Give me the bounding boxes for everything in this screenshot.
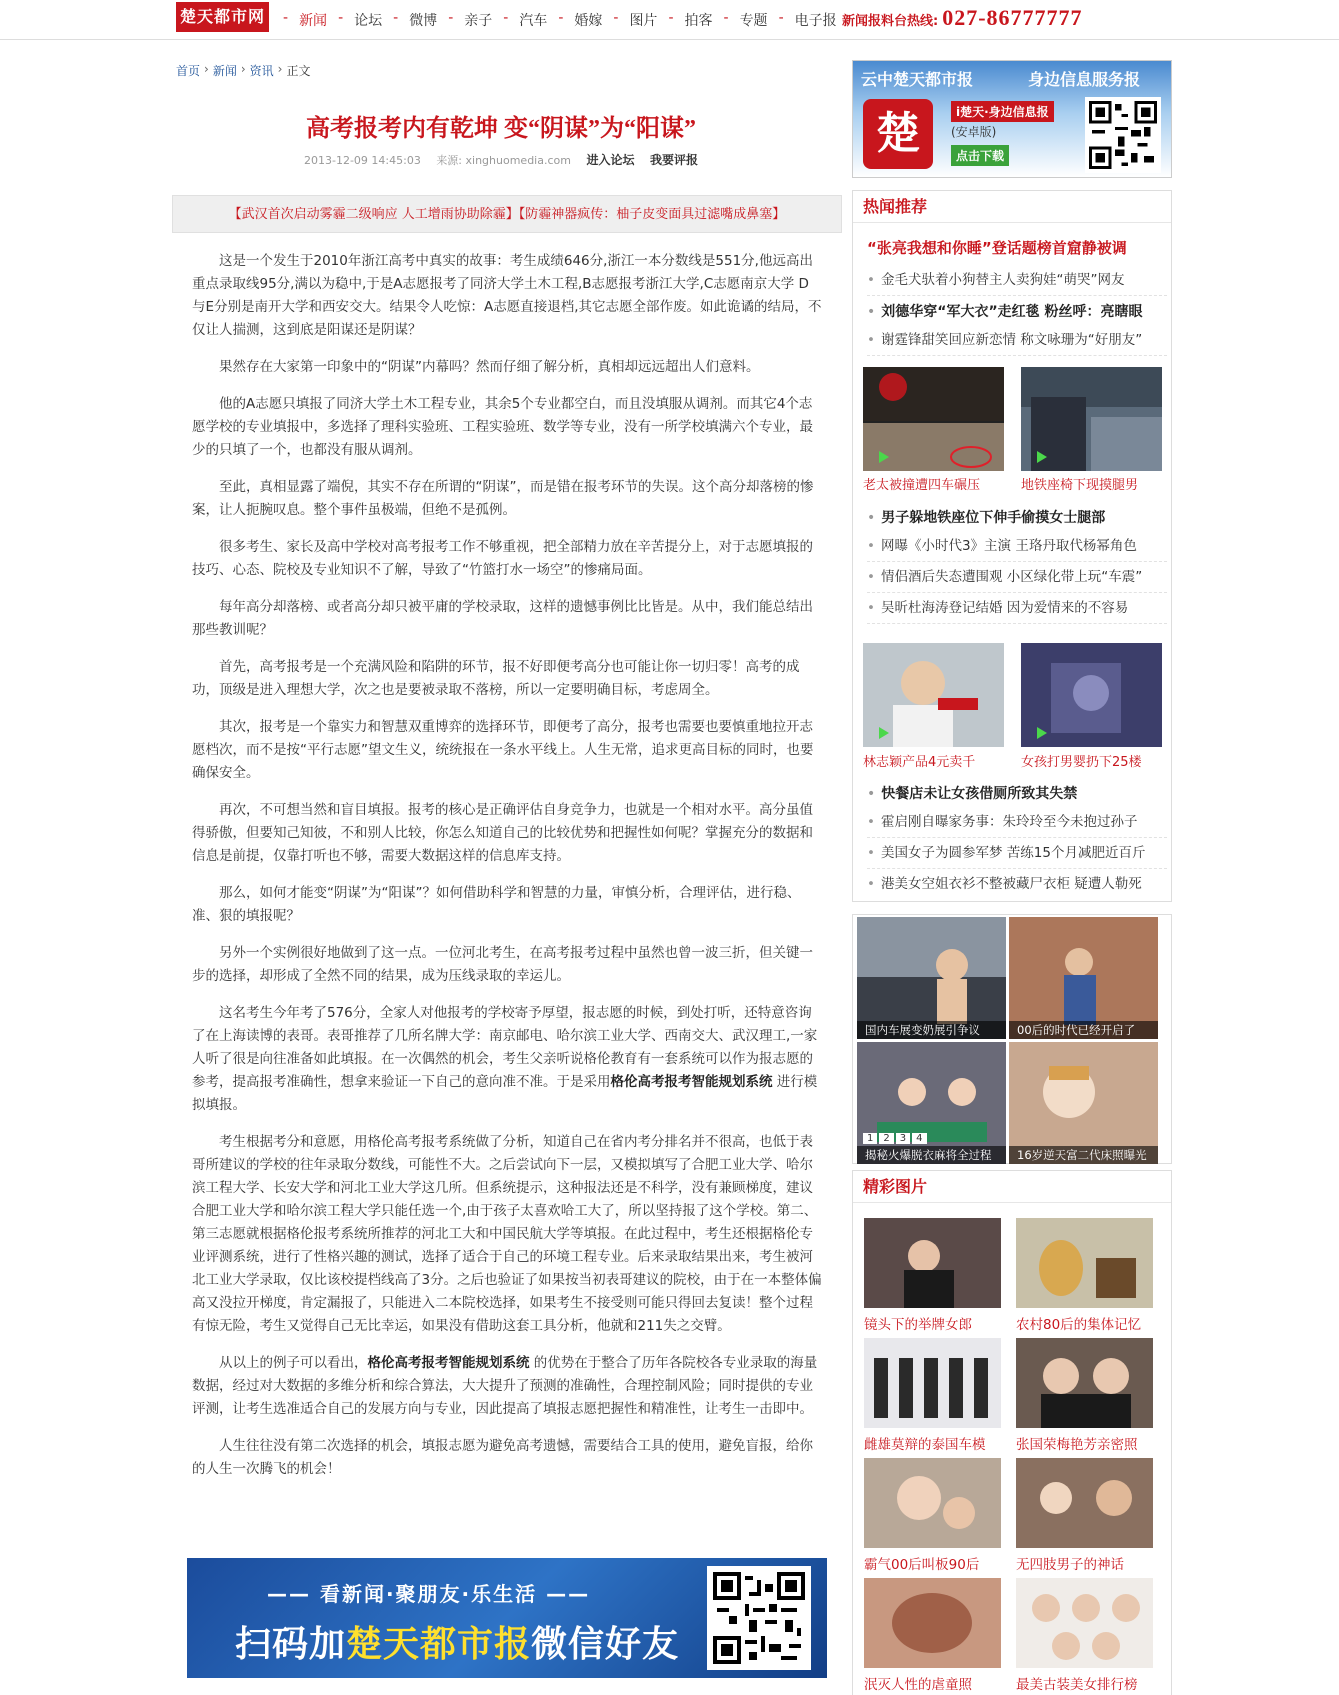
- video-thumb[interactable]: [1021, 643, 1162, 747]
- video-thumb[interactable]: [863, 367, 1004, 471]
- paragraph: 再次，不可想当然和盲目填报。报考的核心是正确评估自身竞争力，也就是一个相对水平。高分虽值得骄傲，但要知己知彼，不和别人比较，你怎么知道自己的比较优势和把握性如何呢？掌握充分的数据和信息是前提，仅靠打听也不够，需要大数据这样的信息库支持。: [192, 802, 813, 864]
- hotline-number: 027-86777777: [942, 5, 1083, 30]
- paragraph: 从以上的例子可以看出，格伦高考报考智能规划系统 的优势在于整合了历年各院校各专业录取的海量数据，经过对大数据的多维分析和综合算法，大大提升了预测的准确性，合理控制风险；同时提供的专业评测，让考生选准适合自己的发展方向与专业，因此提高了填报志愿把握性和精准性，让考生一击即中。: [192, 1355, 818, 1417]
- featured-photo[interactable]: [864, 1218, 1001, 1308]
- nav-item-epaper[interactable]: 电子报: [794, 13, 837, 29]
- hot-list: [867, 325, 1167, 356]
- wechat-banner-ad[interactable]: [187, 1558, 827, 1678]
- nav-item-wedding[interactable]: 婚嫁: [574, 13, 603, 29]
- play-icon: [1037, 727, 1047, 739]
- breadcrumb: [176, 62, 311, 79]
- nav-item-forum[interactable]: 论坛: [354, 13, 383, 29]
- video-caption[interactable]: 女孩打男婴扔下25楼: [1021, 755, 1142, 770]
- video-thumb[interactable]: [1021, 367, 1162, 471]
- grid-caption: 揭秘火爆脱衣麻将全过程: [857, 1146, 1006, 1164]
- photo-caption[interactable]: 泯灭人性的虐童照: [864, 1677, 972, 1693]
- product-name: 格伦高考报考智能规划系统: [367, 1355, 530, 1371]
- nav-item-weibo[interactable]: 微博: [409, 13, 438, 29]
- paragraph: 果然存在大家第一印象中的“阴谋”内幕吗？然而仔细了解分析，真相却远远超出人们意料。: [219, 359, 760, 375]
- paragraph: 至此，真相显露了端倪，其实不存在所谓的“阴谋”，而是错在报考环节的失误。这个高分却落榜的惨案，让人扼腕叹息。整个事件虽极端，但绝不是孤例。: [192, 479, 814, 518]
- paragraph: 那么，如何才能变“阴谋”为“阳谋”？如何借助科学和智慧的力量，审慎分析，合理评估，进行稳、准、狠的填报呢？: [192, 885, 801, 924]
- paragraph: 人生往往没有第二次选择的机会，填报志愿为避免高考遗憾，需要结合工具的使用，避免盲报，给你的人生一次腾飞的机会！: [192, 1438, 813, 1477]
- article-body: [192, 250, 822, 1495]
- grid-photo[interactable]: [857, 917, 1006, 1039]
- grid-caption: 国内车展变奶展引争议: [857, 1021, 1006, 1039]
- featured-photo[interactable]: [864, 1578, 1001, 1668]
- photo-caption[interactable]: 农村80后的集体记忆: [1016, 1317, 1142, 1333]
- video-caption[interactable]: 林志颖产品4元卖千: [863, 755, 976, 770]
- article-date: 2013-12-09 14:45:03: [303, 154, 421, 167]
- breadcrumb-info[interactable]: 资讯: [249, 64, 274, 78]
- nav-item-photos[interactable]: 图片: [629, 13, 658, 29]
- chevron-right-icon: ›: [204, 62, 209, 76]
- list-item[interactable]: • 霍启刚自曝家务事：朱玲玲至今未抱过孙子: [867, 807, 1167, 838]
- article-meta: [176, 151, 826, 168]
- nav-item-topics[interactable]: 专题: [739, 13, 768, 29]
- related-headlines[interactable]: 【武汉首次启动雾霾二级响应 人工增雨协助除霾】【防霾神器疯传：柚子皮变面具过滤嘴成鼻塞】: [172, 195, 842, 233]
- nav-item-auto[interactable]: 汽车: [519, 13, 548, 29]
- chevron-right-icon: ›: [240, 62, 246, 76]
- enter-forum-link[interactable]: 进入论坛: [586, 153, 635, 167]
- grid-photo[interactable]: [857, 1042, 1006, 1164]
- paragraph: 另外一个实例很好地做到了这一点。一位河北考生，在高考报考过程中虽然也曾一波三折，但关键一步的选择，却形成了全然不同的结果，成为压线录取的幸运儿。: [192, 945, 813, 984]
- paragraph: 很多考生、家长及高中学校对高考报考工作不够重视，把全部精力放在辛苦提分上，对于志愿填报的技巧、心态、院校及专业知识不了解，导致了“竹篮打水一场空”的惨痛局面。: [192, 539, 813, 578]
- photo-caption[interactable]: 雌雄莫辩的泰国车模: [864, 1437, 986, 1453]
- product-name: 格伦高考报考智能规划系统: [610, 1074, 773, 1090]
- photo-caption[interactable]: 镜头下的举牌女郎: [864, 1317, 972, 1333]
- paragraph: 考生根据考分和意愿，用格伦高考报考系统做了分析，知道自己在省内考分排名并不很高，也低于表哥所建议的学校的往年录取分数线，可能性不大。之后尝试向下一层，又模拟填写了合肥工业大学、哈尔滨工程大学、长安大学和河北工业大学这几所。但系统提示，这种报法还是不科学，没有兼顾梯度，建议合肥工业大学和哈尔滨工程大学只能任选一个,由于孩子太喜欢哈工大了，所以坚持报了这个学校。第二、第三志愿就根据格伦报考系统所推荐的河北工大和中国民航大学等填报。在此过程中，考生还根据格伦专业评测系统，进行了性格兴趣的测试，选择了适合于自己的环境工程专业。后来录取结果出来，考生被河北工业大学录取，仅比该校提档线高了3分。之后也验证了如果按当初表哥建议的院校，由于在一本整体偏高又没拉开梯度，肯定漏报了，只能进入二本院校选择，如果考生不接受则可能只得回去复读！整个过程有惊无险，考生又觉得自己无比幸运，如果没有借助这套工具分析，他就和211失之交臂。: [192, 1134, 822, 1334]
- breadcrumb-current: 正文: [286, 64, 311, 78]
- hot-bold-item[interactable]: • 快餐店未让女孩借厕所致其失禁: [867, 786, 1078, 802]
- list-item[interactable]: • 美国女子为圆参军梦 苦练15个月减肥近百斤: [867, 838, 1167, 869]
- article-source: 来源: xinghuomedia.com: [436, 154, 571, 167]
- paragraph: 首先，高考报考是一个充满风险和陷阱的环节，报不好即便考高分也可能让你一切归零！高考的成功，顶级是进入理想大学，次之也是要被录取不落榜，所以一定要明确目标，考虑周全。: [192, 659, 800, 698]
- grid-caption: 00后的时代已经开启了: [1009, 1021, 1158, 1039]
- news-hotline: [842, 5, 1083, 31]
- featured-photo[interactable]: [1016, 1578, 1153, 1668]
- hot-news-panel: [852, 190, 1172, 902]
- photo-caption[interactable]: 霸气00后叫板90后: [864, 1557, 980, 1573]
- top-navigation-bar: [0, 0, 1339, 40]
- hot-bold-item[interactable]: • 刘德华穿“军大衣”走红毯 粉丝呼：亮瞎眼: [867, 304, 1143, 320]
- chutian-logo-icon: 楚: [863, 99, 933, 169]
- comment-link[interactable]: 我要评报: [649, 153, 698, 167]
- qr-code-icon: [1085, 97, 1161, 173]
- featured-photo[interactable]: [864, 1458, 1001, 1548]
- ad-download-button[interactable]: 点击下载: [951, 145, 1009, 166]
- banner-slogan: —— 看新闻·聚朋友·乐生活 ——: [267, 1582, 591, 1606]
- featured-photo[interactable]: [864, 1338, 1001, 1428]
- breadcrumb-news[interactable]: 新闻: [212, 64, 237, 78]
- hot-bold-item[interactable]: • 男子躲地铁座位下伸手偷摸女士腿部: [867, 510, 1106, 526]
- photo-grid: [852, 914, 1172, 1164]
- nav-item-parenting[interactable]: 亲子: [464, 13, 493, 29]
- banner-headline: 扫码加楚天都市报微信好友: [235, 1624, 680, 1665]
- list-item[interactable]: • 金毛犬驮着小狗替主人卖狗娃“萌哭”网友: [867, 265, 1167, 296]
- grid-photo[interactable]: [1009, 1042, 1158, 1164]
- grid-caption: 16岁逆天富二代床照曝光: [1009, 1146, 1158, 1164]
- ad-title-left: 云中楚天都市报: [861, 70, 974, 89]
- breadcrumb-home[interactable]: 首页: [176, 64, 201, 78]
- play-icon: [1037, 451, 1047, 463]
- paragraph: 每年高分却落榜、或者高分却只被平庸的学校录取，这样的遗憾事例比比皆是。从中，我们能总结出那些教训呢？: [192, 599, 813, 638]
- paragraph: 其次，报考是一个靠实力和智慧双重博弈的选择环节，即便考了高分，报考也需要也要慎重地拉开志愿档次，而不是按“平行志愿”望文生义，统统报在一条水平线上。人生无常，追求更高目标的同时，也要确保安全。: [192, 719, 814, 781]
- nav-item-paike[interactable]: 拍客: [684, 13, 713, 29]
- site-logo[interactable]: 楚天都市网: [176, 2, 269, 32]
- list-item[interactable]: • 网曝《小时代3》主演 王珞丹取代杨幂角色: [867, 531, 1167, 562]
- photo-caption[interactable]: 无四肢男子的神话: [1016, 1557, 1124, 1573]
- ad-app-name: i楚天·身边信息报: [951, 101, 1054, 122]
- paragraph: 他的A志愿只填报了同济大学土木工程专业，其余5个专业都空白，而且没填服从调剂。而其它4个志愿学校的专业填报中，多选择了理科实验班、工程实验班、数学等专业，没有一所学校填满六个专业，最少的只填了一个，也都没有服从调剂。: [192, 396, 813, 458]
- paragraph: 这是一个发生于2010年浙江高考中真实的故事：考生成绩646分,浙江一本分数线是551分,他远高出重点录取线95分,满以为稳中,于是A志愿报考了同济大学土木工程,B志愿报考浙江大学,C志愿南京大学 D与E分别是南开大学和西安交大。结果令人吃惊：A志愿直接退档,其它志愿全部作废。如此诡谲的结局，不仅让人揣测，这到底是阳谋还是阴谋？: [192, 253, 822, 338]
- chevron-right-icon: ›: [277, 62, 283, 76]
- video-caption[interactable]: 地铁座椅下现摸腿男: [1021, 478, 1139, 493]
- hot-list: [867, 807, 1167, 899]
- list-item[interactable]: • 情侣酒后失态遭围观 小区绿化带上玩“车震”: [867, 562, 1167, 593]
- main-nav: - 新闻 - 论坛 - 微博 - 亲子 - 汽车 - 婚嫁 - 图片 - 拍客 - 专题 - 电子报: [283, 10, 837, 29]
- hot-list: [867, 265, 1167, 296]
- hot-headline[interactable]: “张亮我想和你睡”登话题榜首窟静被调: [867, 239, 1127, 257]
- list-item[interactable]: • 谢霆锋甜笑回应新恋情 称文咏珊为“好朋友”: [867, 325, 1167, 356]
- nav-item-news[interactable]: 新闻: [299, 13, 328, 29]
- hot-news-title: 热闻推荐: [853, 191, 1171, 223]
- list-item[interactable]: • 港美女空姐衣衫不整被藏尸衣柜 疑遭人勒死: [867, 876, 1142, 892]
- featured-photo[interactable]: [1016, 1458, 1153, 1548]
- grid-pager: 1 2 3 4: [863, 1133, 927, 1144]
- qr-code-icon: [707, 1566, 811, 1670]
- video-thumb[interactable]: [863, 643, 1004, 747]
- featured-pics-title: 精彩图片: [853, 1171, 1171, 1203]
- play-icon: [879, 451, 889, 463]
- hot-list: [867, 531, 1167, 624]
- play-icon: [879, 727, 889, 739]
- article-title: 高考报考内有乾坤 变“阴谋”为“阳谋”: [306, 116, 696, 142]
- app-download-ad[interactable]: [852, 60, 1172, 178]
- hotline-label: 新闻报料台热线:: [842, 14, 939, 29]
- grid-photo[interactable]: [1009, 917, 1158, 1039]
- list-item[interactable]: • 吴昕杜海涛登记结婚 因为爱情来的不容易: [867, 593, 1167, 624]
- paragraph: 这名考生今年考了576分，全家人对他报考的学校寄予厚望，报志愿的时候，到处打听，还特意咨询了在上海读博的表哥。表哥推荐了几所名牌大学：南京邮电、哈尔滨工业大学、西南交大、武汉理工,一家人听了很是向往准备如此填报。在一次偶然的机会，考生父亲听说格伦教育有一套系统可以作为报志愿的参考，提高报考准确性，想拿来验证一下自己的意向准不准。于是采用格伦高考报考智能规划系统 进行模拟填报。: [192, 1005, 818, 1113]
- photo-caption[interactable]: 最美古装美女排行榜: [1016, 1677, 1138, 1693]
- video-caption[interactable]: 老太被撞遭四车碾压: [863, 478, 981, 493]
- ad-platform: (安卓版): [951, 125, 997, 139]
- featured-photo[interactable]: [1016, 1338, 1153, 1428]
- featured-photo[interactable]: [1016, 1218, 1153, 1308]
- photo-caption[interactable]: 张国荣梅艳芳亲密照: [1016, 1437, 1138, 1453]
- ad-title-right: 身边信息服务报: [1028, 70, 1141, 89]
